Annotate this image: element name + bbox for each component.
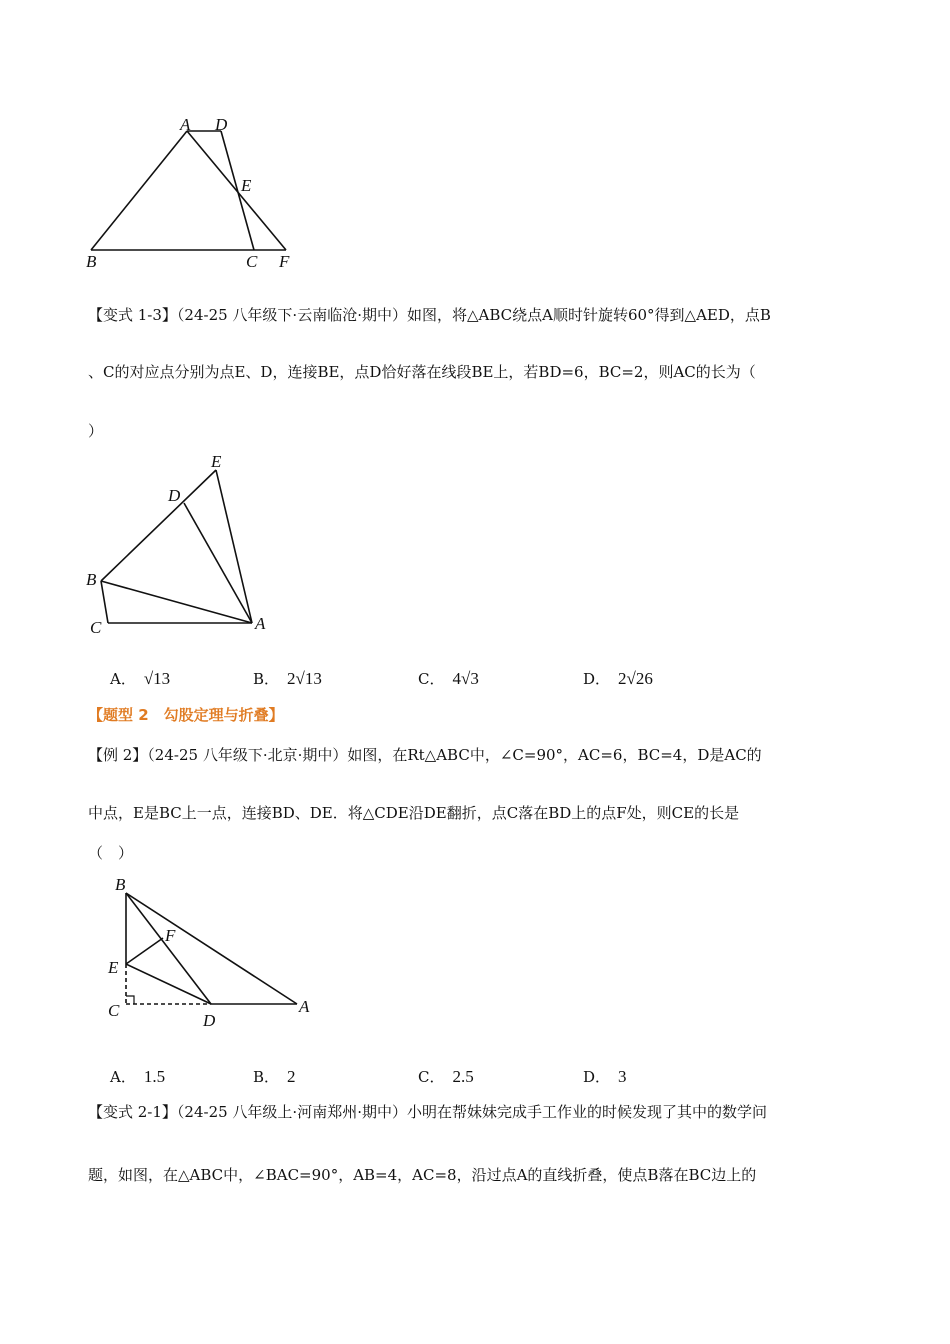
label-E: E: [211, 452, 222, 471]
example-2-text-line2: 中点，E是BC上一点，连接BD、DE．将△CDE沿DE翻折，点C落在BD上的点F处，则CE的长是: [88, 804, 740, 822]
example-2-text-line1: 【例 2】（24-25 八年级下·北京·期中）如图，在Rt△ABC中，∠C=90°，AC=6，BC=4，D是AC的: [88, 746, 762, 764]
option-a: A． 1.5: [110, 1067, 166, 1086]
label-C: C: [90, 618, 102, 637]
figure-3: [107, 875, 310, 1030]
option-b: B． 2√13: [253, 669, 322, 688]
question-2-1-text-line1: 【变式 2-1】（24-25 八年级上·河南郑州·期中）小明在帮妹妹完成手工作业的时候发现了其中的数学问: [88, 1103, 767, 1121]
label-D: D: [168, 486, 181, 505]
option-c: C． 2.5: [418, 1067, 474, 1086]
label-C: C: [108, 1001, 120, 1020]
label-D: D: [215, 115, 228, 134]
question-1-3-text-line3: ）: [88, 422, 104, 440]
label-E: E: [108, 958, 119, 977]
option-b: B． 2: [253, 1067, 296, 1086]
label-F: F: [279, 252, 290, 271]
section-title: 【题型 2 勾股定理与折叠】: [88, 706, 284, 724]
label-A: A: [299, 997, 310, 1016]
label-B: B: [86, 570, 97, 589]
option-d: D． 3: [583, 1067, 627, 1086]
example-2-text-line3: （ ）: [88, 844, 134, 862]
option-c: C． 4√3: [418, 669, 479, 688]
question-1-3-text-line1: 【变式 1-3】（24-25 八年级下·云南临沧·期中）如图，将△ABC绕点A顺时针旋转60°得到△AED，点B: [88, 306, 771, 324]
label-C: C: [246, 252, 258, 271]
label-E: E: [241, 176, 252, 195]
question-2-1-text-line2: 题，如图，在△ABC中，∠BAC=90°，AB=4，AC=8，沿过点A的直线折叠，使点B落在BC边上的: [88, 1166, 757, 1184]
figure-2: [86, 452, 266, 637]
figure-1: [86, 115, 290, 271]
label-F: F: [165, 926, 176, 945]
label-B: B: [86, 252, 97, 271]
question-1-3-text-line2: 、C的对应点分别为点E、D，连接BE，点D恰好落在线段BE上，若BD=6，BC=2，则AC的长为（: [88, 363, 756, 381]
option-d: D． 2√26: [583, 669, 653, 688]
label-A: A: [255, 614, 266, 633]
label-B: B: [115, 875, 126, 894]
label-D: D: [203, 1011, 216, 1030]
label-A: A: [180, 115, 191, 134]
option-a: A． √13: [110, 669, 171, 688]
